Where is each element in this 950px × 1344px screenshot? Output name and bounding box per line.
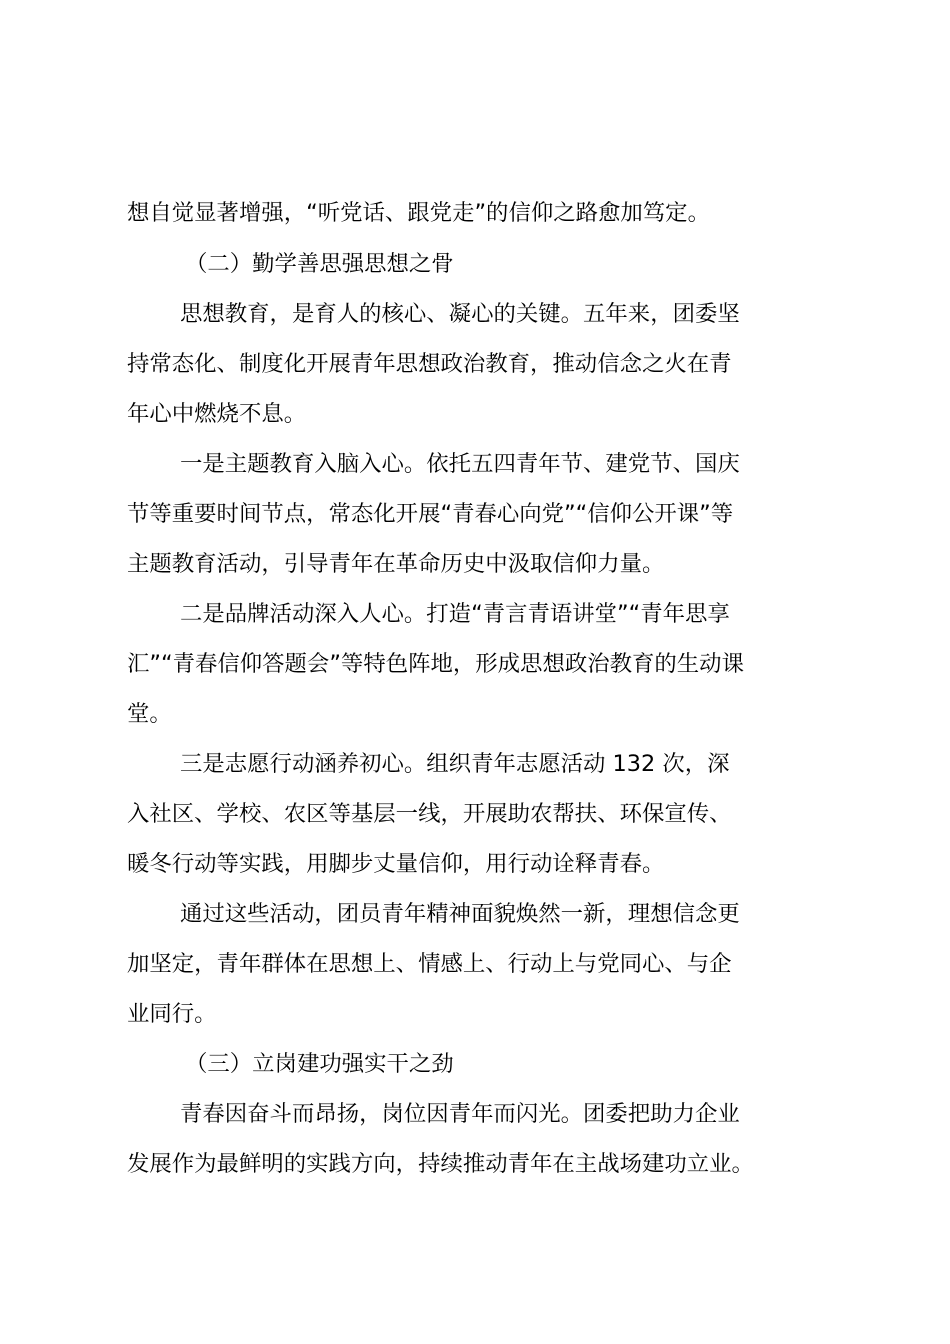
paragraph-line: 想自觉显著增强，“听党话、跟党走”的信仰之路愈加笃定。 xyxy=(127,200,710,226)
paragraph-line: 发展作为最鲜明的实践方向，持续推动青年在主战场建功立业。 xyxy=(127,1151,754,1177)
paragraph-line: 业同行。 xyxy=(127,1001,217,1027)
paragraph-line: 思想教育，是育人的核心、凝心的关键。五年来，团委坚 xyxy=(180,301,740,327)
paragraph-line: 节等重要时间节点，常态化开展“青春心向党”“信仰公开课”等 xyxy=(127,501,734,527)
paragraph-line: 通过这些活动，团员青年精神面貌焕然一新，理想信念更 xyxy=(180,901,740,927)
paragraph-line: 堂。 xyxy=(127,701,172,727)
paragraph-line: 持常态化、制度化开展青年思想政治教育，推动信念之火在青 xyxy=(127,351,732,377)
paragraph-line: 暖冬行动等实践，用脚步丈量信仰，用行动诠释青春。 xyxy=(127,851,665,877)
paragraph-line: 青春因奋斗而昂扬，岗位因青年而闪光。团委把助力企业 xyxy=(180,1101,740,1127)
paragraph-line: 年心中燃烧不息。 xyxy=(127,401,307,427)
paragraph-line: 二是品牌活动深入人心。打造“青言青语讲堂”“青年思享 xyxy=(180,601,730,627)
paragraph-line: 加坚定，青年群体在思想上、情感上、行动上与党同心、与企 xyxy=(127,951,732,977)
paragraph-line: 三是志愿行动涵养初心。组织青年志愿活动 132 次，深 xyxy=(180,751,730,777)
paragraph-line: 主题教育活动，引导青年在革命历史中汲取信仰力量。 xyxy=(127,551,665,577)
paragraph-line: 汇”“青春信仰答题会”等特色阵地，形成思想政治教育的生动课 xyxy=(127,651,744,677)
paragraph-line: 一是主题教育入脑入心。依托五四青年节、建党节、国庆 xyxy=(180,451,740,477)
section-heading: （二）勤学善思强思想之骨 xyxy=(185,251,454,277)
section-heading: （三）立岗建功强实干之劲 xyxy=(185,1051,454,1077)
paragraph-line: 入社区、学校、农区等基层一线，开展助农帮扶、环保宣传、 xyxy=(127,801,732,827)
